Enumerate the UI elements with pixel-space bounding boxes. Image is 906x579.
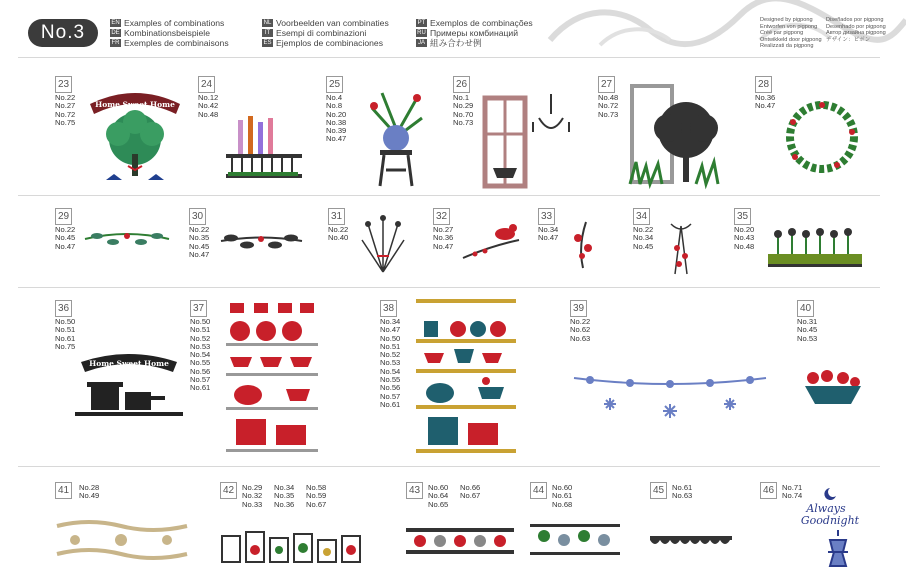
code: No.56	[380, 383, 401, 393]
code: No.51	[190, 325, 211, 335]
flower-bouquet-art	[358, 212, 408, 274]
code: No.47	[189, 249, 210, 259]
language-row	[262, 18, 389, 28]
credit-line: デザイン：ピポン	[826, 36, 871, 43]
language-text: Kombinationsbeispiele	[124, 28, 210, 38]
language-row	[416, 28, 533, 38]
code: No.63	[570, 333, 591, 343]
divider	[18, 466, 880, 467]
code: No.34	[380, 317, 401, 326]
language-row	[262, 38, 389, 48]
code-list-2	[460, 484, 480, 501]
example-number: 43	[406, 482, 423, 499]
code: No.35	[274, 491, 295, 501]
language-code: FR	[111, 40, 120, 46]
example-number: 28	[755, 76, 772, 93]
code: No.29	[453, 101, 474, 111]
code: No.34	[538, 225, 559, 234]
code: No.53	[380, 358, 401, 368]
code: No.50	[190, 317, 211, 326]
code: No.47	[538, 233, 559, 243]
credit-line: Ontwikkeld door pigpong	[760, 36, 822, 43]
code: No.50	[55, 317, 76, 326]
code-list	[189, 226, 209, 259]
code-list	[570, 318, 590, 343]
code-list	[433, 226, 453, 251]
code: No.43	[734, 233, 755, 243]
divider	[18, 57, 880, 58]
banner-text: Home Sweet Home	[89, 359, 169, 368]
leaf-garland-art	[83, 224, 171, 254]
code-list	[55, 226, 75, 251]
language-text: Exemplos de combinações	[430, 18, 533, 28]
code: No.47	[55, 241, 76, 251]
code: No.47	[326, 134, 347, 144]
credit-line: Desenhado por pigpong	[826, 23, 886, 30]
example-number: 40	[797, 300, 814, 317]
wreath-art	[777, 92, 867, 182]
language-text: Voorbeelden van combinaties	[276, 18, 389, 28]
code-list	[326, 94, 346, 144]
example-number: 37	[190, 300, 207, 317]
language-list-2	[262, 18, 389, 48]
language-code: IT	[262, 29, 273, 37]
language-text: Ejemplos de combinaciones	[276, 38, 384, 48]
example-number: 38	[380, 300, 397, 317]
code-list-2	[274, 484, 294, 509]
language-code: ES	[263, 40, 272, 46]
code: No.45	[55, 233, 76, 243]
floral-border-art	[55, 516, 190, 564]
language-code: PT	[417, 20, 426, 26]
code-list-1	[428, 484, 448, 509]
example-number: 35	[734, 208, 751, 225]
flower-fence-art	[224, 114, 304, 184]
code: No.55	[380, 375, 401, 385]
credit-line: Автор дизайна pigpong	[826, 30, 886, 37]
code: No.61	[552, 491, 573, 501]
code: No.53	[190, 341, 211, 351]
credit-line: Entworfen von pigpong	[760, 23, 818, 30]
code: No.40	[328, 233, 349, 243]
code: No.48	[734, 241, 755, 251]
window-chandelier-art	[481, 94, 581, 189]
code: No.55	[190, 358, 211, 368]
example-number: 24	[198, 76, 215, 93]
language-text: Примеры комбинаций	[430, 28, 519, 38]
example-number: 42	[220, 482, 237, 499]
example-number: 26	[453, 76, 470, 93]
code: No.68	[552, 499, 573, 509]
credit-line: Créé par pigpong	[760, 30, 804, 37]
example-number: 30	[189, 208, 206, 225]
home-sweet-home-pots-art	[73, 352, 185, 418]
code-list	[598, 94, 618, 119]
example-number: 41	[55, 482, 72, 499]
example-number: 36	[55, 300, 72, 317]
language-code: EN	[111, 20, 120, 26]
code: No.38	[326, 117, 347, 127]
code: No.50	[380, 333, 401, 343]
code-list	[672, 484, 692, 501]
code: No.67	[306, 499, 327, 509]
example-number: 44	[530, 482, 547, 499]
code: No.54	[190, 350, 211, 360]
code: No.47	[433, 241, 454, 251]
code-list	[380, 318, 400, 409]
language-list-1	[110, 18, 229, 48]
code-list	[734, 226, 754, 251]
code: No.45	[633, 241, 654, 251]
code: No.52	[190, 333, 211, 343]
language-text: Examples of combinations	[124, 18, 225, 28]
code: No.66	[460, 483, 481, 492]
example-number: 39	[570, 300, 587, 317]
snowflake-garland-art	[570, 370, 770, 430]
code-list	[797, 318, 817, 343]
code: No.42	[198, 101, 219, 111]
example-number: 29	[55, 208, 72, 225]
code: No.12	[198, 93, 219, 102]
code: No.61	[55, 333, 76, 343]
code: No.61	[190, 383, 211, 393]
flower-bowl-art	[797, 370, 867, 410]
code: No.72	[55, 109, 76, 119]
code-list	[55, 318, 75, 351]
language-row	[262, 28, 389, 38]
code: No.22	[570, 317, 591, 326]
example-number: 33	[538, 208, 555, 225]
code: No.71	[782, 483, 803, 492]
banner-text: Home Sweet Home	[95, 100, 175, 109]
code: No.39	[326, 126, 347, 136]
code: No.56	[190, 366, 211, 376]
home-sweet-home-tree-art	[80, 84, 190, 194]
language-code: RU	[417, 30, 426, 36]
code: No.34	[274, 483, 295, 492]
code: No.31	[797, 317, 818, 326]
code: No.1	[453, 93, 470, 102]
language-row	[416, 38, 533, 48]
code: No.61	[380, 399, 401, 409]
code-list-1	[242, 484, 262, 509]
code: No.45	[189, 241, 210, 251]
code-list	[79, 484, 99, 501]
lace-border-art	[650, 536, 732, 550]
language-text: Exemples de combinaisons	[124, 38, 229, 48]
code: No.47	[755, 101, 776, 111]
example-number: 23	[55, 76, 72, 93]
language-text: Esempi di combinazioni	[276, 28, 367, 38]
vase-stool-art	[362, 88, 432, 188]
code: No.75	[55, 117, 76, 127]
code: No.35	[189, 233, 210, 243]
teal-kitchen-shelves-art	[416, 297, 516, 457]
code: No.49	[79, 491, 100, 501]
credit-line: Designed by pigpong	[760, 17, 813, 23]
example-number: 25	[326, 76, 343, 93]
example-number: 45	[650, 482, 667, 499]
credits-2	[826, 17, 886, 43]
code: No.36	[755, 93, 776, 102]
code: No.47	[380, 325, 401, 335]
language-row	[110, 28, 229, 38]
divider	[18, 287, 880, 288]
code: No.48	[198, 109, 219, 119]
code: No.27	[433, 225, 454, 234]
code: No.57	[190, 375, 211, 385]
always-goodnight-art	[790, 484, 870, 576]
code: No.67	[460, 491, 481, 501]
code: No.53	[797, 333, 818, 343]
code: No.52	[380, 350, 401, 360]
example-number: 27	[598, 76, 615, 93]
language-code: DE	[111, 30, 120, 36]
divider	[18, 195, 880, 196]
example-number: 34	[633, 208, 650, 225]
tulip-planter-art	[766, 224, 864, 268]
code: No.51	[55, 325, 76, 335]
code: No.28	[79, 483, 100, 492]
grape-border-art	[530, 524, 620, 556]
code: No.34	[633, 233, 654, 243]
credits-1	[760, 17, 822, 50]
code: No.60	[552, 483, 573, 492]
code: No.73	[598, 109, 619, 119]
script-text-line-2: Goodnight	[800, 514, 860, 527]
language-code: JA	[417, 40, 425, 46]
window-tree-art	[628, 84, 728, 189]
code-list	[198, 94, 218, 119]
red-kitchen-shelves-art	[226, 297, 318, 457]
code: No.70	[453, 109, 474, 119]
code: No.22	[55, 225, 76, 234]
code: No.62	[570, 325, 591, 335]
code: No.64	[428, 491, 449, 501]
code: No.54	[380, 366, 401, 376]
code: No.27	[55, 101, 76, 111]
code-list	[633, 226, 653, 251]
code-list	[190, 318, 210, 393]
code: No.72	[598, 101, 619, 111]
language-row	[416, 18, 533, 28]
example-number: 46	[760, 482, 777, 499]
code: No.75	[55, 341, 76, 351]
language-text: 組み合わせ例	[430, 38, 482, 48]
code-list-3	[306, 484, 326, 509]
language-list-3	[416, 18, 533, 48]
code: No.32	[242, 491, 263, 501]
code: No.33	[242, 499, 263, 509]
script-text-line-1: Always	[806, 502, 846, 515]
code: No.65	[428, 499, 449, 509]
code: No.36	[274, 499, 295, 509]
ribbon-berries-art	[663, 218, 699, 276]
code-list	[755, 94, 775, 111]
code: No.22	[55, 93, 76, 102]
dark-leaf-garland-art	[219, 226, 304, 256]
code: No.74	[782, 491, 803, 501]
code-list	[552, 484, 572, 509]
page-header	[0, 0, 906, 54]
code: No.57	[380, 391, 401, 401]
language-code: NL	[263, 20, 272, 26]
code: No.48	[598, 93, 619, 102]
code: No.20	[326, 109, 347, 119]
code: No.29	[242, 483, 263, 492]
code: No.60	[428, 483, 449, 492]
code: No.45	[797, 325, 818, 335]
code: No.63	[672, 491, 693, 501]
code: No.59	[306, 491, 327, 501]
cookie-border-art	[406, 528, 514, 554]
code: No.73	[453, 117, 474, 127]
bird-branch-art	[461, 218, 521, 268]
example-number: 32	[433, 208, 450, 225]
page-number-badge: No.3	[28, 19, 98, 47]
code-list	[453, 94, 473, 127]
spice-jars-art	[220, 528, 370, 564]
code: No.20	[734, 225, 755, 234]
code-list	[328, 226, 348, 243]
example-number: 31	[328, 208, 345, 225]
code-list	[538, 226, 558, 243]
berry-sprig-art	[568, 218, 598, 270]
code: No.8	[326, 101, 343, 111]
language-row	[110, 38, 229, 48]
language-row	[110, 18, 229, 28]
code: No.36	[433, 233, 454, 243]
code: No.51	[380, 341, 401, 351]
code-list	[55, 94, 75, 127]
code: No.22	[328, 225, 349, 234]
code: No.61	[672, 483, 693, 492]
code: No.58	[306, 483, 327, 492]
code: No.22	[189, 225, 210, 234]
code: No.4	[326, 93, 343, 102]
credit-line: Diseñados por pigpong	[826, 17, 884, 23]
credit-line: Realizzati da pigpong	[760, 43, 814, 50]
code: No.22	[633, 225, 654, 234]
